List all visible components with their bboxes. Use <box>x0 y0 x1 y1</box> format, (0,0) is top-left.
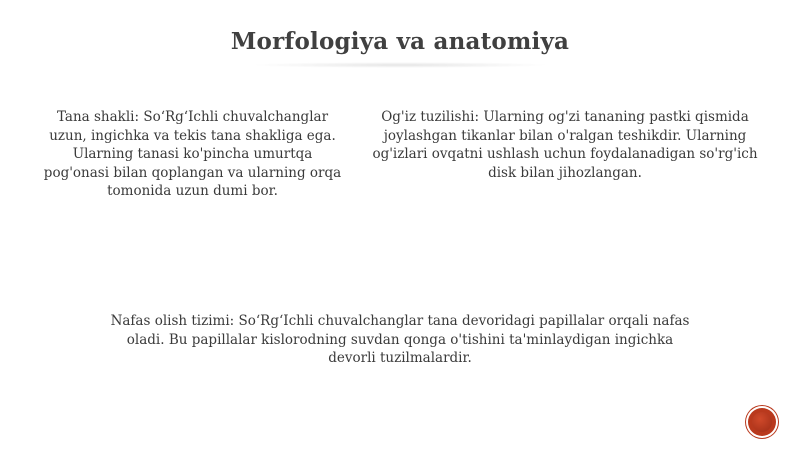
body-text-bottom: Nafas olish tizimi: So‘Rg‘Ichli chuvalchanglar tana devoridagi papillalar orqali nafas oladi. Bu papillalar kislorodning suvdan qonga o'tishini ta'minlaydigan ingichka devorli tuzilmalardir. <box>110 313 690 366</box>
body-text-right: Og'iz tuzilishi: Ularning og'zi tananing pastki qismida joylashgan tikanlar bilan o'ralgan teshikdir. Ularning og'izlari ovqatni ushlash uchun foydalanadigan so'rg'ich disk bilan jihozlangan. <box>372 109 758 181</box>
next-slide-circle-icon <box>752 412 772 432</box>
title-underline-shadow <box>250 62 550 68</box>
body-text-left: Tana shakli: So‘Rg‘Ichli chuvalchanglar uzun, ingichka va tekis tana shakliga ega. Ularning tanasi ko'pincha umurtqa pog'onasi bilan qoplangan va ularning orqa tomonida uzun dumi bor. <box>43 109 342 199</box>
next-slide-button[interactable] <box>748 408 776 436</box>
slide-title: Morfologiya va anatomiya <box>230 28 570 55</box>
